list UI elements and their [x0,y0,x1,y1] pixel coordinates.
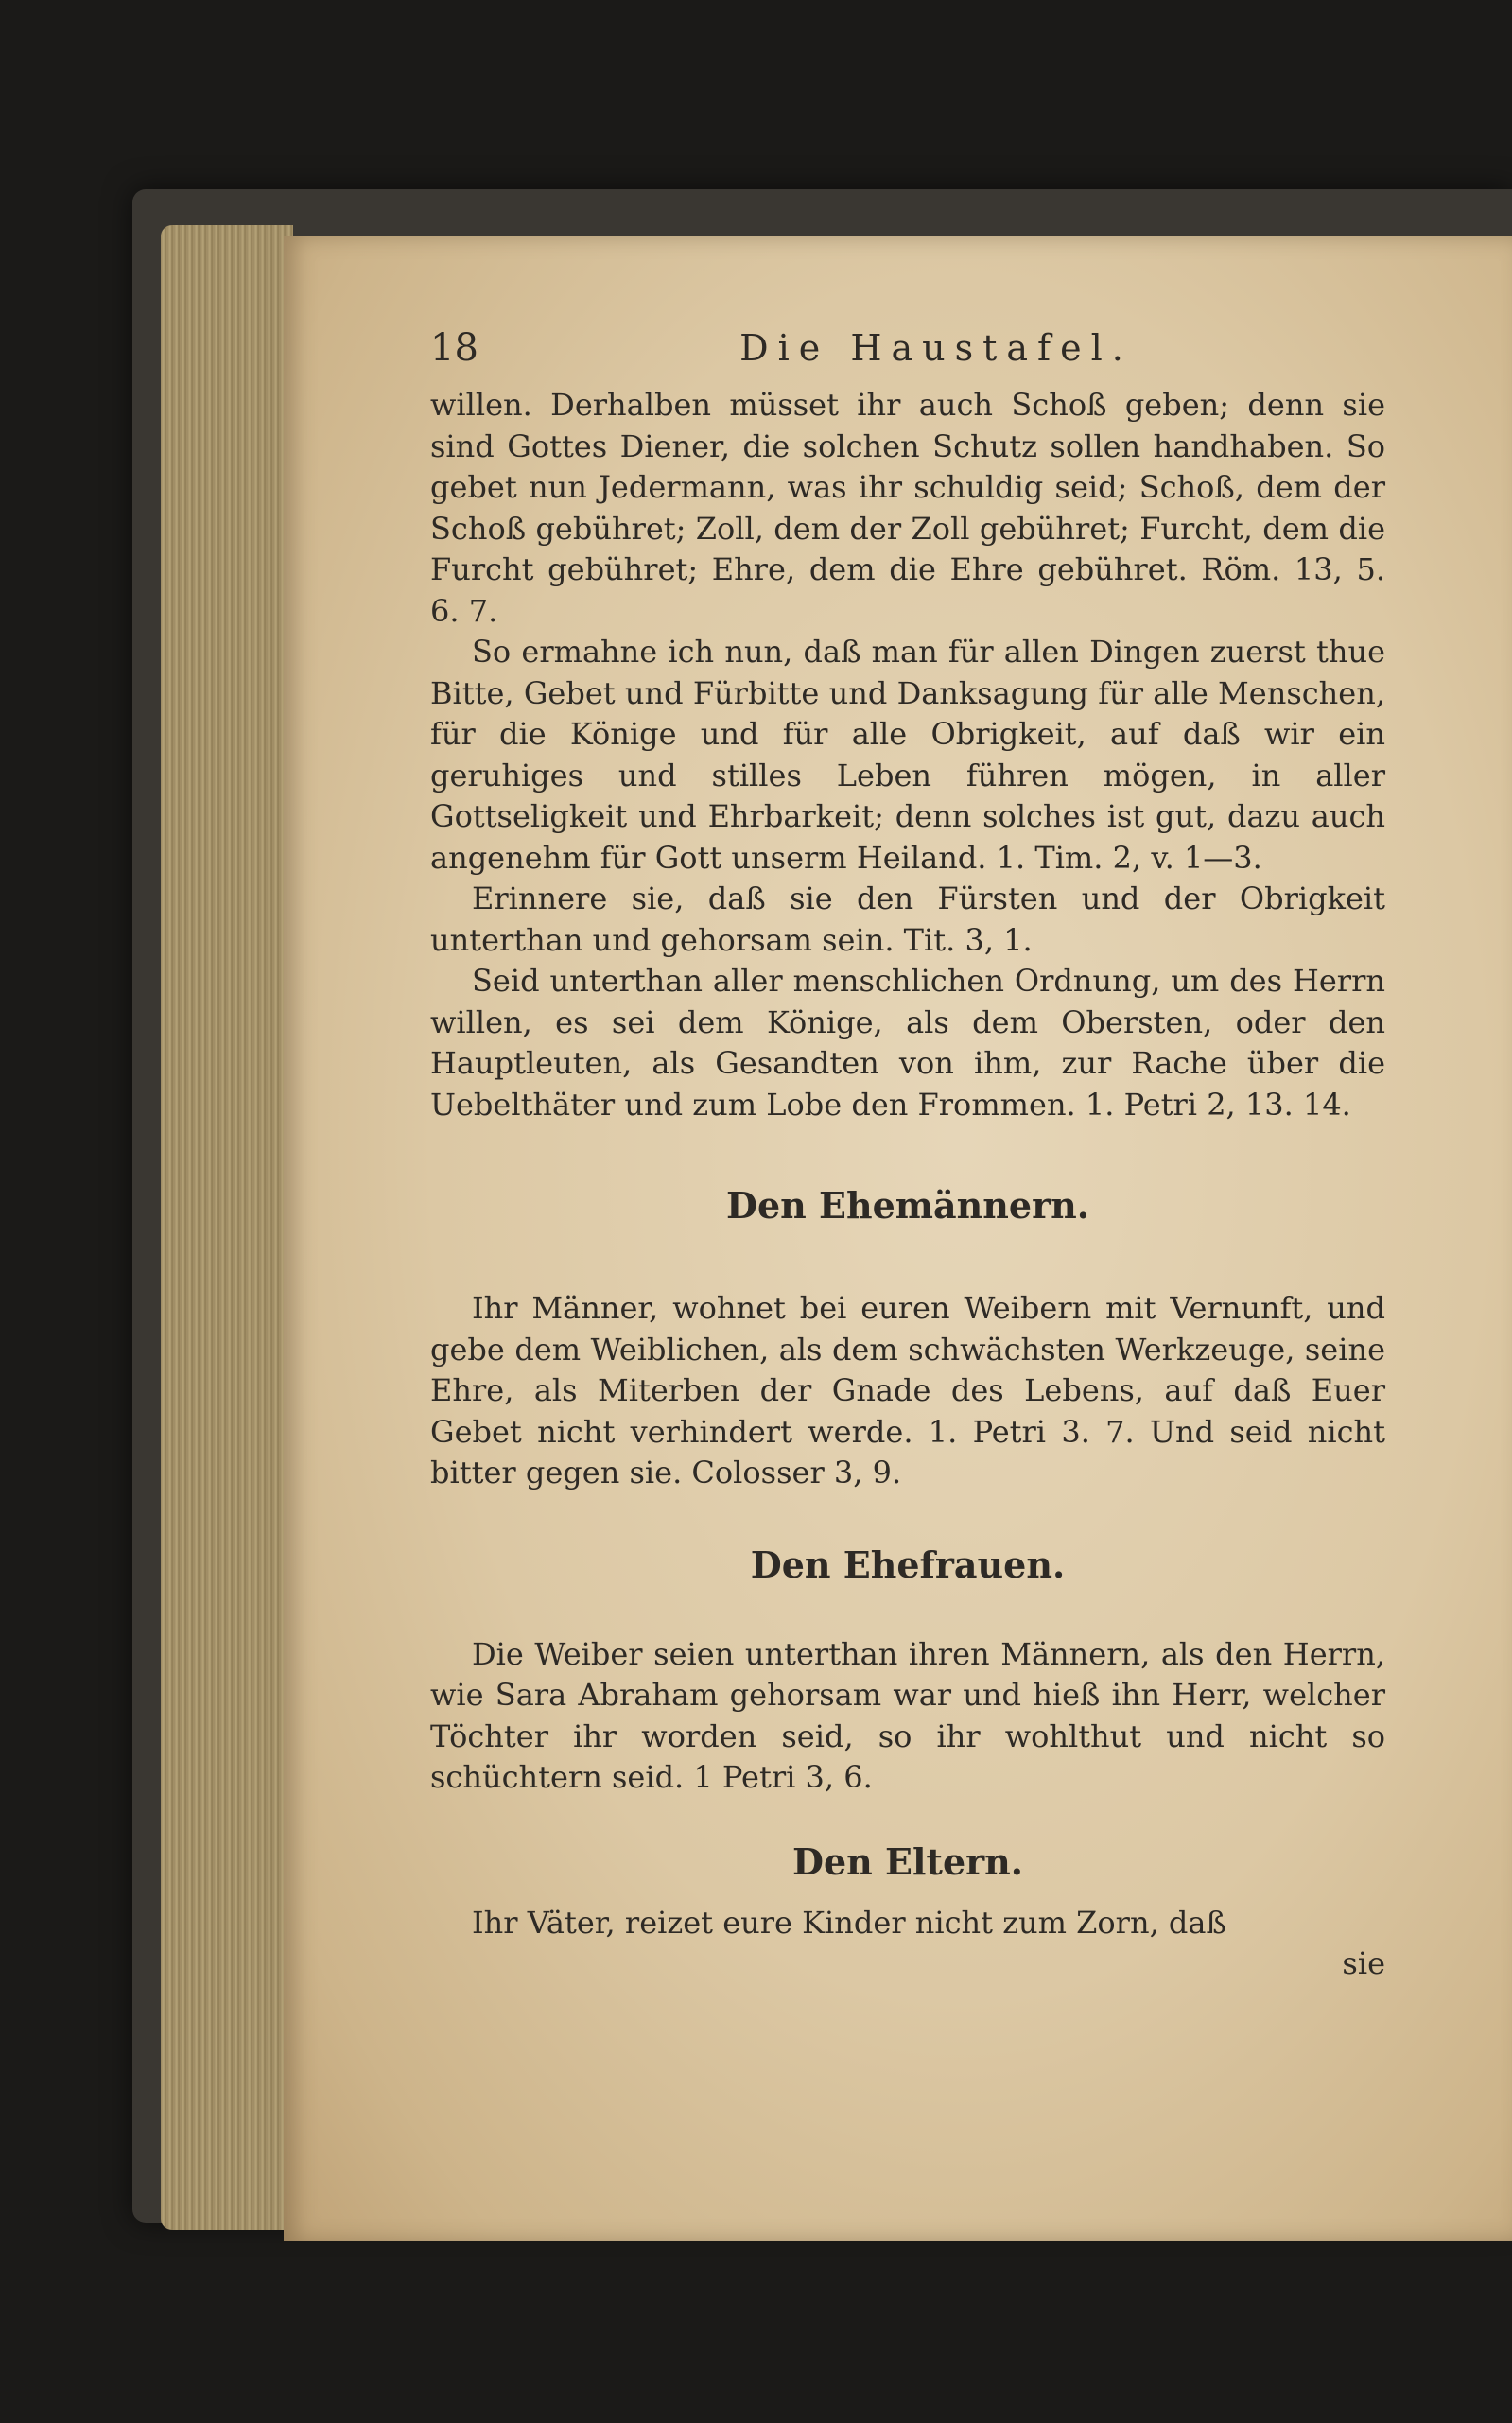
paragraph: Ihr Männer, wohnet bei euren Weibern mit Vernunft, und gebe dem Weiblichen, als dem schwächsten Werkzeuge, seine Ehre, als Miterben der Gnade des Lebens, auf daß Euer Gebet nicht verhindert werde. 1. Petri 3. 7. Und seid nicht bitter gegen sie. Colosser 3, 9. [430,1290,1385,1490]
page-edges [161,225,293,2230]
section-heading: Den Ehefrauen. [750,1543,1066,1586]
section-heading: Den Eltern. [792,1839,1023,1883]
page-text-block [430,326,1385,1985]
paragraph: Die Weiber seien unterthan ihren Männern, als den Herrn, wie Sara Abraham gehorsam war und hieß ihn Herr, welcher Töchter ihr worden seid, so ihr wohlthut und nicht so schüchtern seid. 1 Petri 3, 6. [430,1635,1385,1795]
page-number: 18 [430,326,478,370]
section-heading: Den Ehemännern. [726,1184,1089,1227]
running-title: Die Haustafel. [739,327,1133,369]
catchword: sie [1342,1945,1385,1981]
paragraph: So ermahne ich nun, daß man für allen Dingen zuerst thue Bitte, Gebet und Fürbitte und Danksagung für alle Menschen, für die Könige und für alle Obrigkeit, auf daß wir ein geruhiges und stilles Leben führen mögen, in aller Gottseligkeit und Ehrbarkeit; denn solches ist gut, dazu auch angenehm für Gott unserm Heiland. 1. Tim. 2, v. 1—3. [430,634,1385,876]
paragraph: Seid unterthan aller menschlichen Ordnung, um des Herrn willen, es sei dem Könige, als dem Obersten, oder den Hauptleuten, als Gesandten von ihm, zur Rache über die Uebelthäter und zum Lobe den Frommen. 1. Petri 2, 13. 14. [430,963,1385,1123]
paragraph: Erinnere sie, daß sie den Fürsten und der Obrigkeit unterthan und gehorsam sein. Tit. 3, 1. [430,880,1385,958]
paragraph: Ihr Väter, reizet eure Kinder nicht zum Zorn, daß [472,1904,1226,1941]
page-header [430,326,1385,385]
paragraph-continuation: willen. Derhalben müsset ihr auch Schoß geben; denn sie sind Gottes Diener, die solchen Schutz sollen handhaben. So gebet nun Jedermann, was ihr schuldig seid; Schoß, dem der Schoß gebühret; Zoll, dem der Zoll gebühret; Furcht, dem die Furcht gebühret; Ehre, dem die Ehre gebühret. Röm. 13, 5. 6. 7. [430,387,1385,629]
